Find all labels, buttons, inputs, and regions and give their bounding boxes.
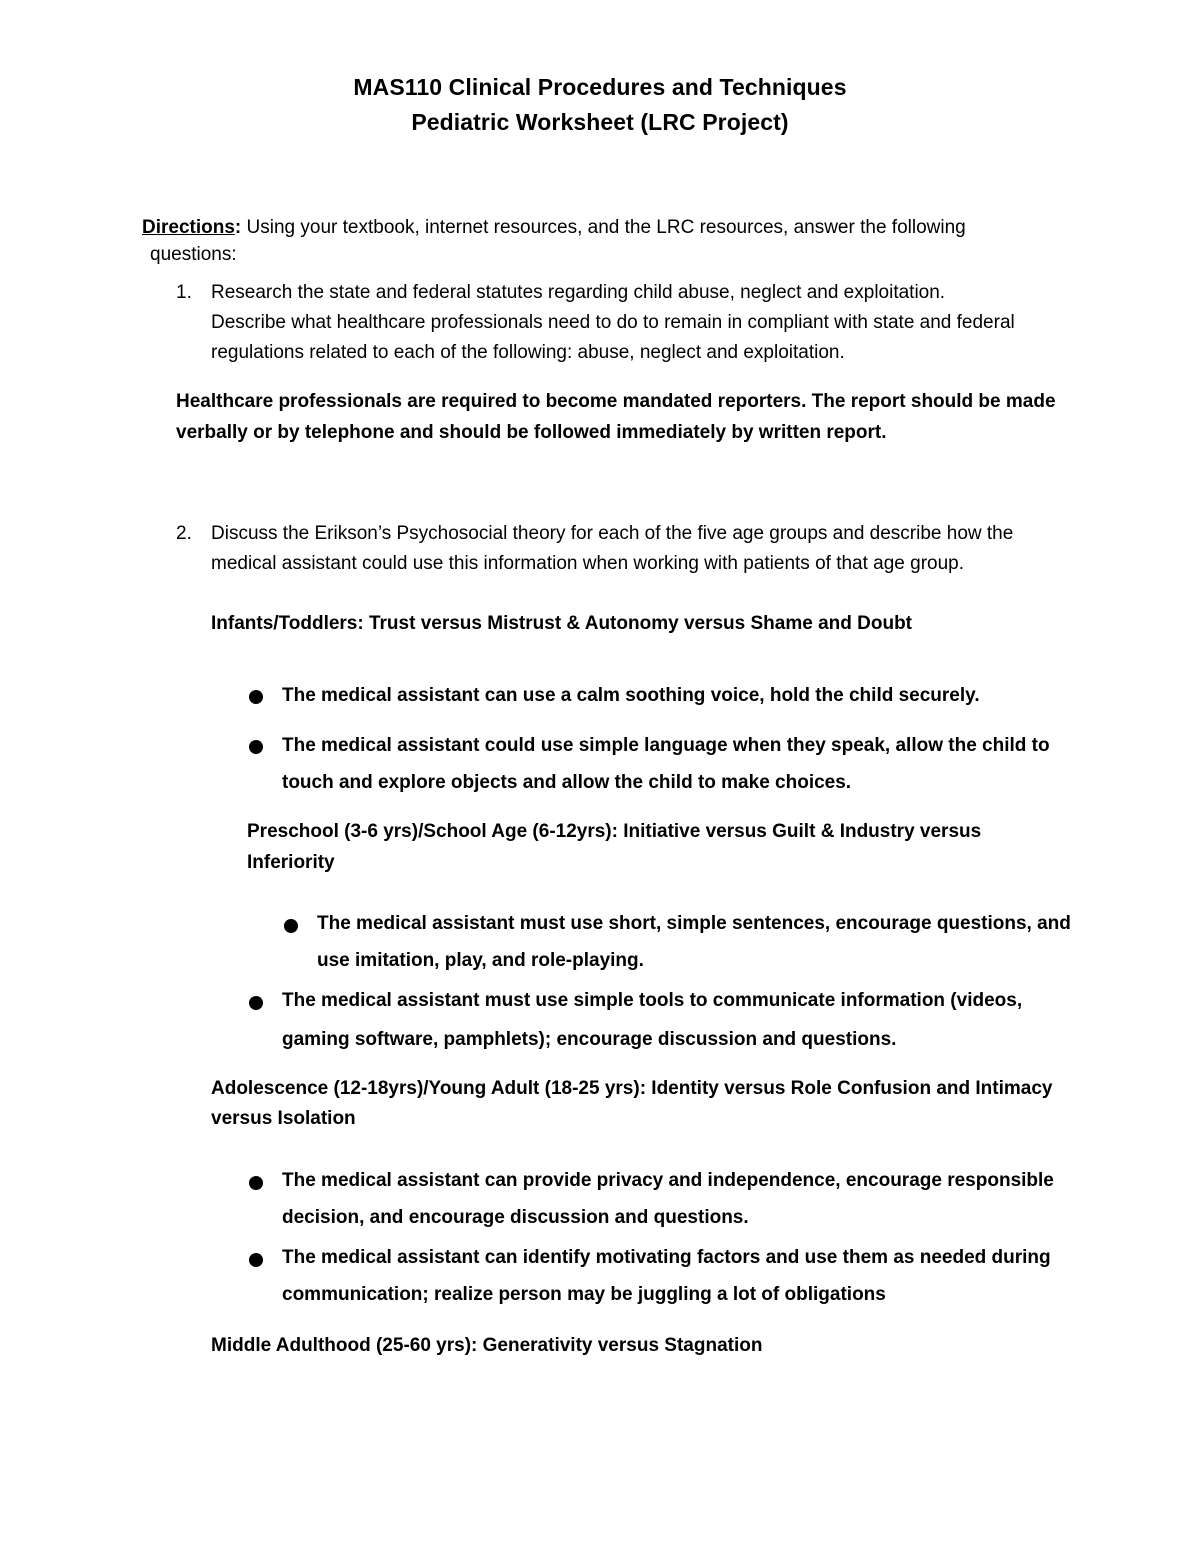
adolescence-bullet-1-cont: decision, and encourage discussion and questions.	[282, 1207, 749, 1228]
infants-bullet-2: The medical assistant could use simple language when they speak, allow the child to	[282, 735, 1050, 756]
adolescence-bullet-2: The medical assistant can identify motivating factors and use them as needed during	[282, 1247, 1051, 1268]
bullet-icon	[249, 996, 263, 1010]
directions-text: Using your textbook, internet resources, and the LRC resources, answer the following	[246, 217, 966, 238]
infants-heading: Infants/Toddlers: Trust versus Mistrust & Autonomy versus Shame and Doubt	[211, 613, 912, 634]
adolescence-bullet-2-cont: communication; realize person may be juggling a lot of obligations	[282, 1284, 886, 1305]
preschool-bullet-1: The medical assistant must use short, simple sentences, encourage questions, and	[317, 913, 1071, 934]
bullet-icon	[249, 690, 263, 704]
answer-1-line: verbally or by telephone and should be followed immediately by written report.	[176, 422, 887, 443]
preschool-bullet-2-cont: gaming software, pamphlets); encourage discussion and questions.	[282, 1029, 897, 1050]
question-1-line: Describe what healthcare professionals need to do to remain in compliant with state and federal	[211, 312, 1015, 333]
bullet-icon	[249, 1253, 263, 1267]
question-2-number: 2.	[176, 523, 192, 544]
adolescence-heading-cont: versus Isolation	[211, 1108, 356, 1129]
directions-label: Directions	[142, 217, 235, 238]
question-1-line: regulations related to each of the following: abuse, neglect and exploitation.	[211, 342, 845, 363]
preschool-heading-cont: Inferiority	[247, 852, 335, 873]
preschool-bullet-1-cont: use imitation, play, and role-playing.	[317, 950, 644, 971]
bullet-icon	[284, 919, 298, 933]
adolescence-heading: Adolescence (12-18yrs)/Young Adult (18-25 yrs): Identity versus Role Confusion and Intimacy	[211, 1078, 1053, 1099]
bullet-icon	[249, 740, 263, 754]
adolescence-bullet-1: The medical assistant can provide privacy and independence, encourage responsible	[282, 1170, 1054, 1191]
answer-1-line: Healthcare professionals are required to become mandated reporters. The report should be made	[176, 391, 1056, 412]
middle-adulthood-heading: Middle Adulthood (25-60 yrs): Generativity versus Stagnation	[211, 1335, 763, 1356]
directions-line	[142, 213, 966, 243]
preschool-heading: Preschool (3-6 yrs)/School Age (6-12yrs): Initiative versus Guilt & Industry versus	[247, 821, 982, 842]
directions-text-cont: questions:	[150, 244, 237, 265]
infants-bullet-2-cont: touch and explore objects and allow the child to make choices.	[282, 772, 852, 793]
preschool-bullet-2: The medical assistant must use simple tools to communicate information (videos,	[282, 990, 1023, 1011]
question-1-number: 1.	[176, 282, 192, 303]
question-2-line: medical assistant could use this information when working with patients of that age group.	[211, 553, 965, 574]
doc-subtitle: Pediatric Worksheet (LRC Project)	[411, 109, 789, 135]
doc-title: MAS110 Clinical Procedures and Techniques	[353, 74, 847, 100]
bullet-icon	[249, 1176, 263, 1190]
question-2-line: Discuss the Erikson’s Psychosocial theory for each of the five age groups and describe how the	[211, 523, 1014, 544]
infants-bullet-1: The medical assistant can use a calm soothing voice, hold the child securely.	[282, 685, 980, 706]
directions-colon: :	[234, 217, 242, 238]
question-1-line: Research the state and federal statutes regarding child abuse, neglect and exploitation.	[211, 282, 946, 303]
